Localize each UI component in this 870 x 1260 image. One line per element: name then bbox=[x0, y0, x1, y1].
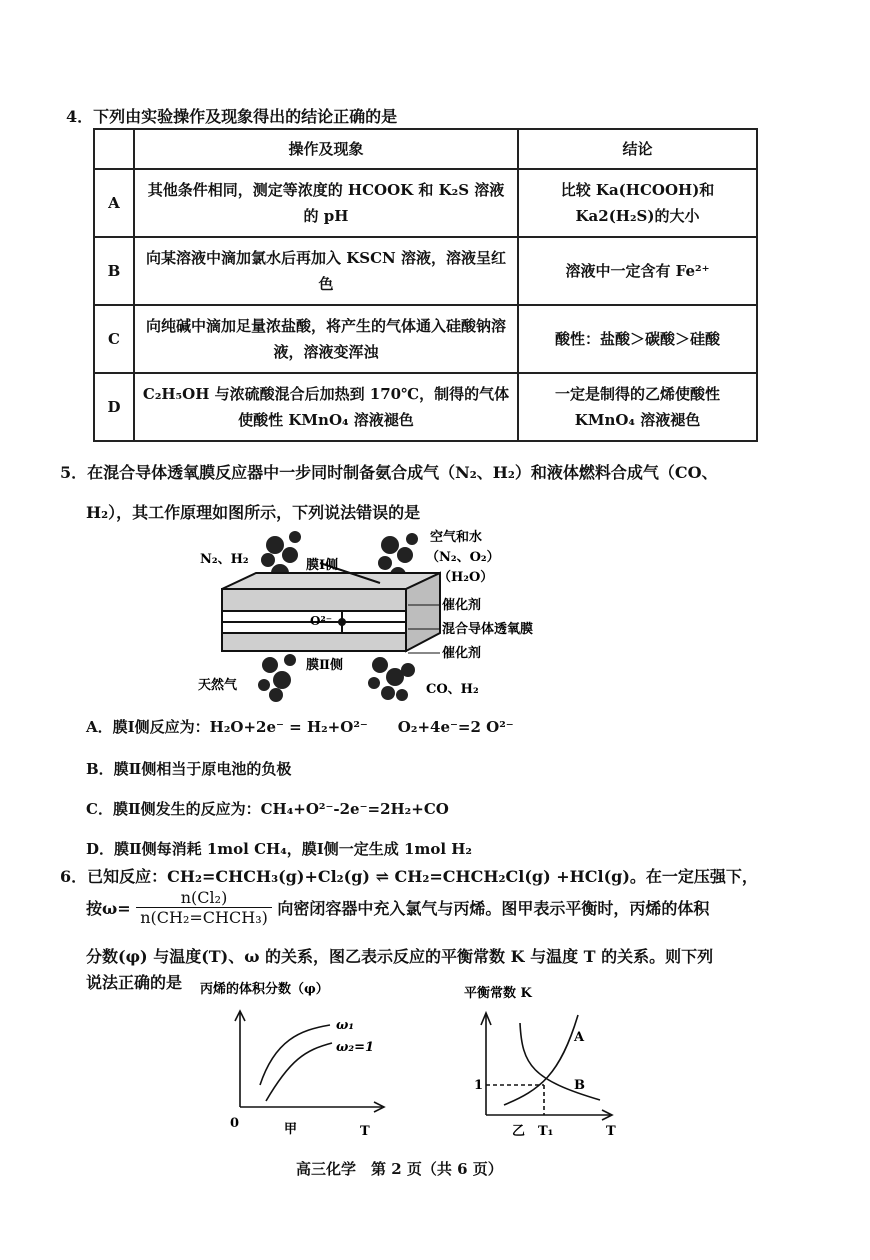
jia-ylabel: 丙烯的体积分数（φ） bbox=[200, 982, 329, 997]
jia-origin: 0 bbox=[230, 1116, 240, 1131]
label-top-right-3: （H₂O） bbox=[438, 570, 494, 585]
q6-fraction bbox=[136, 888, 272, 927]
page-footer: 高三化学 第 2 页（共 6 页） bbox=[296, 1160, 503, 1178]
row-letter: D bbox=[94, 373, 134, 441]
figure-jia bbox=[200, 975, 400, 1140]
yi-xlabel: T bbox=[606, 1124, 616, 1139]
q6-line3: 分数(φ) 与温度(T)、ω 的关系，图乙表示反应的平衡常数 K 与温度 T 的关系。则下列 bbox=[86, 947, 714, 966]
q6-line1: 6．已知反应：CH₂=CHCH₃(g)+Cl₂(g) ⇌ CH₂=CHCH₂Cl(g) +HCl(g)。在一定压强下， bbox=[60, 867, 758, 886]
membrane-slab bbox=[222, 563, 440, 651]
row-conclusion: 酸性：盐酸＞碳酸＞硅酸 bbox=[518, 305, 757, 373]
yi-ytick: 1 bbox=[474, 1078, 484, 1093]
row-conclusion: 溶液中一定含有 Fe²⁺ bbox=[518, 237, 757, 305]
q5-stem-line1: 5．在混合导体透氧膜反应器中一步同时制备氨合成气（N₂、H₂）和液体燃料合成气（CO、 bbox=[60, 463, 718, 482]
label-top-right-2: （N₂、O₂） bbox=[426, 550, 500, 565]
label-bottom-right: CO、H₂ bbox=[426, 682, 479, 697]
label-catalyst-bottom: 催化剂 bbox=[442, 646, 482, 661]
table-row bbox=[94, 305, 757, 373]
q6-line2-post: 向密闭容器中充入氯气与丙烯。图甲表示平衡时，丙烯的体积 bbox=[277, 899, 710, 918]
curve-omega2 bbox=[266, 1043, 332, 1101]
table-header-row bbox=[94, 129, 757, 169]
yi-ylabel: 平衡常数 K bbox=[464, 986, 532, 1001]
curve-omega1 bbox=[260, 1025, 330, 1085]
yi-xtick: T₁ bbox=[538, 1124, 554, 1139]
label-side-I: 膜Ⅰ侧 bbox=[306, 558, 339, 573]
header-op: 操作及现象 bbox=[134, 129, 518, 169]
fraction-numerator: n(Cl₂) bbox=[136, 888, 272, 908]
label-top-right-1: 空气和水 bbox=[430, 530, 483, 545]
yi-name: 乙 bbox=[512, 1124, 526, 1139]
q5-stem-line2: H₂），其工作原理如图所示，下列说法错误的是 bbox=[86, 503, 421, 522]
label-omega2: ω₂=1 bbox=[336, 1040, 375, 1055]
row-op: C₂H₅OH 与浓硫酸混合后加热到 170℃，制得的气体使酸性 KMnO₄ 溶液褪色 bbox=[134, 373, 518, 441]
label-omega1: ω₁ bbox=[336, 1018, 355, 1033]
row-conclusion: 比较 Ka(HCOOH)和 Ka2(H₂S)的大小 bbox=[518, 169, 757, 237]
label-o2: O²⁻ bbox=[310, 614, 333, 628]
q5-option-b: B．膜Ⅱ侧相当于原电池的负极 bbox=[86, 760, 292, 778]
q5-option-d: D．膜Ⅱ侧每消耗 1mol CH₄，膜Ⅰ侧一定生成 1mol H₂ bbox=[86, 840, 473, 858]
curve-A bbox=[504, 1015, 578, 1105]
header-conclusion: 结论 bbox=[518, 129, 757, 169]
particles-bottom-right bbox=[368, 657, 415, 701]
jia-name: 甲 bbox=[284, 1122, 298, 1137]
particles-bottom-left bbox=[258, 654, 296, 702]
label-curve-B: B bbox=[574, 1078, 585, 1093]
label-catalyst-top: 催化剂 bbox=[442, 598, 482, 613]
q5-option-c: C．膜Ⅱ侧发生的反应为：CH₄+O²⁻-2e⁻=2H₂+CO bbox=[86, 800, 449, 818]
row-op: 向某溶液中滴加氯水后再加入 KSCN 溶液，溶液呈红色 bbox=[134, 237, 518, 305]
label-curve-A: A bbox=[574, 1030, 585, 1045]
q6-line2 bbox=[86, 888, 709, 927]
q6-omega: 按ω= bbox=[86, 899, 131, 918]
q4-table bbox=[93, 128, 758, 442]
fraction-denominator: n(CH₂=CHCH₃) bbox=[140, 908, 268, 927]
row-op: 向纯碱中滴加足量浓盐酸，将产生的气体通入硅酸钠溶液，溶液变浑浊 bbox=[134, 305, 518, 373]
curve-B bbox=[520, 1023, 600, 1100]
figure-yi bbox=[460, 975, 630, 1140]
row-op: 其他条件相同，测定等浓度的 HCOOK 和 K₂S 溶液的 pH bbox=[134, 169, 518, 237]
q4-stem: 4．下列由实验操作及现象得出的结论正确的是 bbox=[66, 107, 398, 126]
row-letter: A bbox=[94, 169, 134, 237]
table-row bbox=[94, 237, 757, 305]
label-top-left: N₂、H₂ bbox=[200, 552, 249, 567]
header-blank bbox=[94, 129, 134, 169]
q6-line4: 说法正确的是 bbox=[86, 973, 183, 992]
row-letter: C bbox=[94, 305, 134, 373]
q5-option-a: A．膜Ⅰ侧反应为：H₂O+2e⁻ = H₂+O²⁻ O₂+4e⁻=2 O²⁻ bbox=[86, 718, 514, 736]
row-conclusion: 一定是制得的乙烯使酸性 KMnO₄ 溶液褪色 bbox=[518, 373, 757, 441]
row-letter: B bbox=[94, 237, 134, 305]
membrane-diagram bbox=[180, 525, 580, 705]
jia-xlabel: T bbox=[360, 1124, 370, 1139]
table-row bbox=[94, 373, 757, 441]
label-membrane: 混合导体透氧膜 bbox=[442, 622, 534, 637]
label-side-II: 膜Ⅱ侧 bbox=[306, 658, 343, 673]
table-row bbox=[94, 169, 757, 237]
label-bottom-left: 天然气 bbox=[198, 678, 238, 693]
